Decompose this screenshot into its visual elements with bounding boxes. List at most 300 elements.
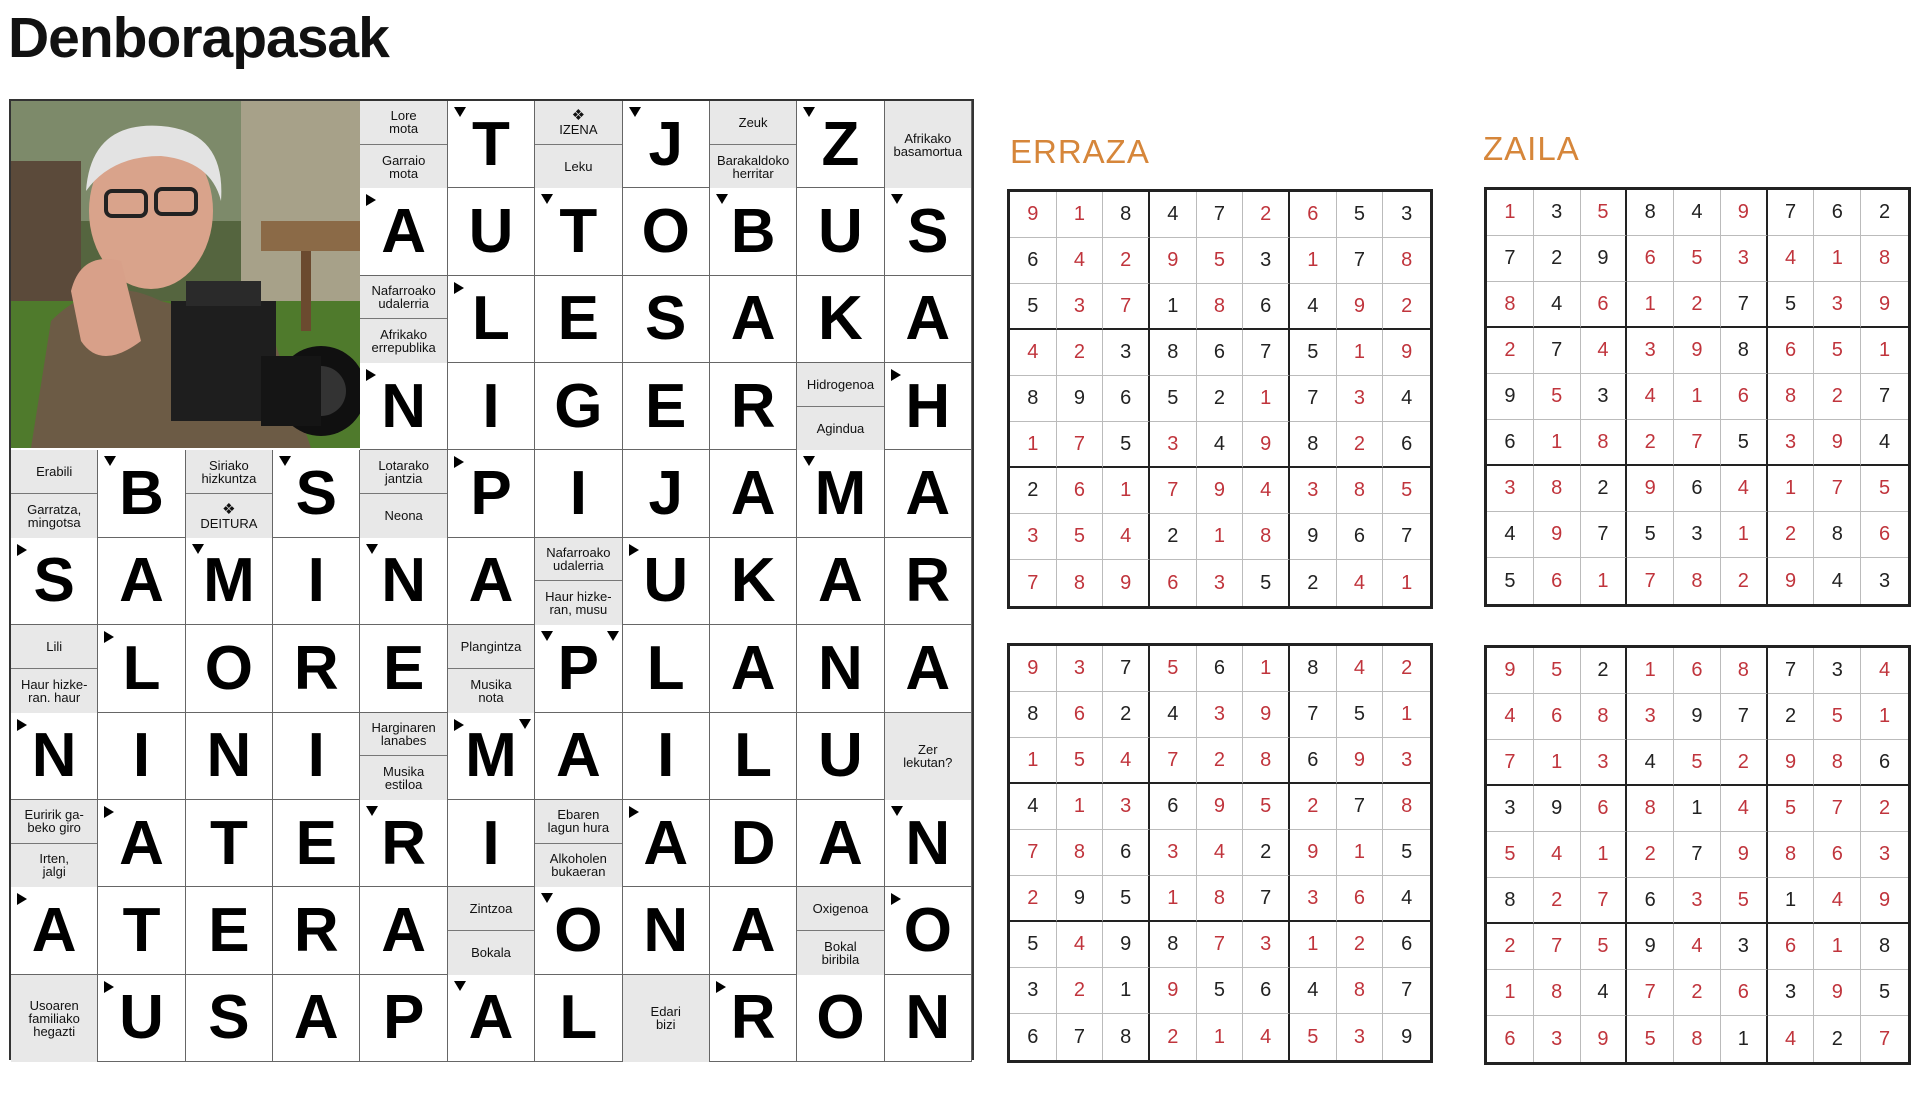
crossword-cell xyxy=(710,887,797,974)
sudoku-cell: 3 xyxy=(1534,190,1581,236)
clue-text: Zintzoa xyxy=(448,887,534,930)
clue-text: Garraio mota xyxy=(360,145,446,189)
sudoku-cell: 1 xyxy=(1534,740,1581,786)
arrow-down-icon xyxy=(541,194,553,204)
arrow-down-icon xyxy=(716,194,728,204)
sudoku-cell: 8 xyxy=(1487,878,1534,924)
crossword-letter: E xyxy=(645,371,687,441)
sudoku-cell: 9 xyxy=(1197,468,1244,514)
sudoku-cell: 5 xyxy=(1861,970,1908,1016)
sudoku-cell: 3 xyxy=(1337,1014,1384,1060)
crossword-cell xyxy=(710,450,797,537)
crossword-letter: I xyxy=(482,808,500,878)
sudoku-cell: 2 xyxy=(1383,284,1430,330)
sudoku-cell: 7 xyxy=(1768,648,1815,694)
sudoku-cell: 4 xyxy=(1243,468,1290,514)
clue-text: Barakaldoko herritar xyxy=(710,145,796,189)
sudoku-cell: 3 xyxy=(1721,924,1768,970)
sudoku-cell: 6 xyxy=(1103,376,1150,422)
sudoku-cell: 4 xyxy=(1674,924,1721,970)
arrow-down-icon xyxy=(454,107,466,117)
sudoku-cell: 8 xyxy=(1290,646,1337,692)
crossword-letter: Z xyxy=(821,109,860,179)
sudoku-cell: 8 xyxy=(1290,422,1337,468)
sudoku-cell: 4 xyxy=(1197,830,1244,876)
clue-text: Lore mota xyxy=(360,101,446,144)
sudoku-cell: 1 xyxy=(1337,330,1384,376)
clue-text: Harginaren lanabes xyxy=(360,713,446,756)
sudoku-cell: 9 xyxy=(1290,830,1337,876)
crossword-letter: N xyxy=(818,633,863,703)
sudoku-cell: 1 xyxy=(1290,922,1337,968)
clue-text: Garratza, mingotsa xyxy=(11,494,97,538)
crossword-letter: A xyxy=(468,983,514,1053)
sudoku-cell: 7 xyxy=(1721,694,1768,740)
crossword-letter: I xyxy=(307,546,325,616)
sudoku-label-easy: ERRAZA xyxy=(1010,133,1150,170)
sudoku-cell: 7 xyxy=(1150,468,1197,514)
clue-cell xyxy=(535,538,622,625)
sudoku-cell: 8 xyxy=(1010,692,1057,738)
clue-text: Zeuk xyxy=(710,101,796,144)
sudoku-cell: 7 xyxy=(1383,514,1430,560)
sudoku-cell: 2 xyxy=(1103,238,1150,284)
clue-cell xyxy=(623,975,710,1062)
sudoku-cell: 2 xyxy=(1534,236,1581,282)
sudoku-cell: 8 xyxy=(1243,738,1290,784)
arrow-right-icon xyxy=(366,194,376,206)
sudoku-cell: 8 xyxy=(1337,968,1384,1014)
clue-cell xyxy=(360,450,447,537)
sudoku-cell: 3 xyxy=(1057,284,1104,330)
sudoku-cell: 3 xyxy=(1814,282,1861,328)
sudoku-cell: 2 xyxy=(1627,832,1674,878)
clue-cell xyxy=(448,625,535,712)
crossword-cell xyxy=(186,625,273,712)
clue-text: Irten, jalgi xyxy=(11,844,97,888)
sudoku-cell: 3 xyxy=(1674,512,1721,558)
sudoku-cell: 1 xyxy=(1383,692,1430,738)
sudoku-cell: 2 xyxy=(1337,922,1384,968)
clue-text: Lotarako jantzia xyxy=(360,450,446,493)
crossword-letter: R xyxy=(730,983,776,1053)
sudoku-cell: 7 xyxy=(1337,784,1384,830)
crossword-cell xyxy=(186,800,273,887)
sudoku-cell: 4 xyxy=(1768,236,1815,282)
sudoku-cell: 2 xyxy=(1627,420,1674,466)
sudoku-cell: 9 xyxy=(1383,330,1430,376)
sudoku-cell: 5 xyxy=(1627,512,1674,558)
crossword-cell xyxy=(535,975,622,1062)
sudoku-cell: 3 xyxy=(1861,832,1908,878)
crossword-letter: L xyxy=(559,983,598,1053)
crossword-letter: U xyxy=(468,197,514,267)
arrow-right-icon xyxy=(454,719,464,731)
sudoku-cell: 6 xyxy=(1674,648,1721,694)
sudoku-cell: 9 xyxy=(1487,648,1534,694)
crossword-letter: U xyxy=(818,721,863,791)
clue-text: Afrikako basamortua xyxy=(885,101,971,188)
sudoku-cell: 4 xyxy=(1010,784,1057,830)
sudoku-cell: 8 xyxy=(1627,786,1674,832)
clue-cell xyxy=(11,800,98,887)
sudoku-cell: 2 xyxy=(1814,374,1861,420)
crossword-cell xyxy=(710,363,797,450)
clue-cell xyxy=(186,450,273,537)
sudoku-cell: 2 xyxy=(1290,784,1337,830)
clue-text: Zer lekutan? xyxy=(885,713,971,800)
sudoku-cell: 4 xyxy=(1150,192,1197,238)
sudoku-cell: 4 xyxy=(1243,1014,1290,1060)
clue-text: Alkoholen bukaeran xyxy=(535,844,621,888)
sudoku-cell: 3 xyxy=(1383,192,1430,238)
sudoku-cell: 8 xyxy=(1103,192,1150,238)
sudoku-cell: 8 xyxy=(1721,328,1768,374)
crossword-letter: L xyxy=(734,721,773,791)
sudoku-cell: 9 xyxy=(1150,238,1197,284)
crossword-letter: R xyxy=(293,633,339,703)
sudoku-cell: 6 xyxy=(1814,832,1861,878)
sudoku-cell: 8 xyxy=(1768,832,1815,878)
sudoku-cell: 3 xyxy=(1627,328,1674,374)
clue-text: Musika nota xyxy=(448,669,534,713)
sudoku-cell: 6 xyxy=(1197,330,1244,376)
arrow-down-icon xyxy=(891,806,903,816)
clue-text: Oxigenoa xyxy=(797,887,883,930)
clue-text: ❖ DEITURA xyxy=(186,494,272,538)
crossword-letter: A xyxy=(293,983,339,1053)
crossword-cell xyxy=(186,887,273,974)
crossword-letter: A xyxy=(31,895,77,965)
crossword-letter: A xyxy=(381,895,427,965)
sudoku-cell: 8 xyxy=(1814,512,1861,558)
crossword-letter: I xyxy=(482,371,500,441)
arrow-down-icon xyxy=(803,107,815,117)
sudoku-cell: 6 xyxy=(1861,512,1908,558)
sudoku-cell: 5 xyxy=(1721,878,1768,924)
sudoku-easy-solution xyxy=(1007,643,1433,1063)
crossword-letter: P xyxy=(557,633,600,703)
sudoku-cell: 7 xyxy=(1010,560,1057,606)
sudoku-cell: 5 xyxy=(1010,922,1057,968)
sudoku-cell: 3 xyxy=(1383,738,1430,784)
sudoku-cell: 6 xyxy=(1383,422,1430,468)
sudoku-cell: 1 xyxy=(1243,376,1290,422)
sudoku-cell: 8 xyxy=(1197,284,1244,330)
clue-cell xyxy=(535,800,622,887)
crossword-letter: M xyxy=(814,459,867,529)
arrow-right-icon xyxy=(104,631,114,643)
crossword-letter: A xyxy=(905,459,951,529)
sudoku-cell: 4 xyxy=(1581,970,1628,1016)
sudoku-cell: 9 xyxy=(1243,422,1290,468)
sudoku-cell: 9 xyxy=(1150,968,1197,1014)
clue-text: Bokala xyxy=(448,931,534,975)
crossword-cell xyxy=(448,800,535,887)
sudoku-cell: 9 xyxy=(1581,236,1628,282)
sudoku-cell: 9 xyxy=(1057,376,1104,422)
crossword-letter: A xyxy=(730,633,776,703)
sudoku-cell: 2 xyxy=(1150,1014,1197,1060)
sudoku-cell: 9 xyxy=(1814,420,1861,466)
crossword-letter: N xyxy=(905,808,951,878)
sudoku-cell: 2 xyxy=(1150,514,1197,560)
sudoku-cell: 3 xyxy=(1581,740,1628,786)
crossword-letter: N xyxy=(643,895,689,965)
sudoku-cell: 9 xyxy=(1861,878,1908,924)
clue-cell xyxy=(11,975,98,1062)
crossword-letter: P xyxy=(382,983,425,1053)
crossword-letter: T xyxy=(209,808,248,878)
clue-cell xyxy=(360,101,447,188)
sudoku-cell: 3 xyxy=(1721,236,1768,282)
sudoku-cell: 8 xyxy=(1534,970,1581,1016)
arrow-right-icon xyxy=(17,719,27,731)
sudoku-cell: 6 xyxy=(1290,192,1337,238)
sudoku-hard-solution xyxy=(1484,645,1911,1065)
crossword-cell xyxy=(98,538,185,625)
sudoku-cell: 2 xyxy=(1768,512,1815,558)
sudoku-cell: 4 xyxy=(1674,190,1721,236)
sudoku-cell: 5 xyxy=(1581,190,1628,236)
crossword-cell xyxy=(535,276,622,363)
clue-text: Hidrogenoa xyxy=(797,363,883,406)
sudoku-cell: 7 xyxy=(1768,190,1815,236)
sudoku-cell: 1 xyxy=(1861,694,1908,740)
sudoku-cell: 7 xyxy=(1010,830,1057,876)
sudoku-cell: 1 xyxy=(1814,236,1861,282)
sudoku-cell: 8 xyxy=(1487,282,1534,328)
crossword-letter: A xyxy=(643,808,689,878)
sudoku-cell: 9 xyxy=(1103,560,1150,606)
crossword-cell xyxy=(273,713,360,800)
sudoku-cell: 1 xyxy=(1534,420,1581,466)
crossword-letter: L xyxy=(122,633,161,703)
crossword-letter: N xyxy=(381,371,427,441)
sudoku-cell: 8 xyxy=(1057,560,1104,606)
sudoku-cell: 2 xyxy=(1290,560,1337,606)
sudoku-cell: 5 xyxy=(1290,1014,1337,1060)
clue-cell xyxy=(885,713,972,800)
crossword-letter: A xyxy=(730,284,776,354)
sudoku-cell: 3 xyxy=(1674,878,1721,924)
clue-cell xyxy=(11,625,98,712)
sudoku-cell: 2 xyxy=(1057,330,1104,376)
sudoku-cell: 1 xyxy=(1290,238,1337,284)
sudoku-cell: 2 xyxy=(1103,692,1150,738)
crossword-cell xyxy=(273,538,360,625)
clue-cell xyxy=(11,450,98,537)
crossword-letter: O xyxy=(903,895,952,965)
sudoku-cell: 3 xyxy=(1103,330,1150,376)
sudoku-cell: 4 xyxy=(1721,786,1768,832)
sudoku-cell: 6 xyxy=(1581,786,1628,832)
arrow-down-icon xyxy=(519,719,531,729)
crossword-cell xyxy=(885,538,972,625)
sudoku-cell: 5 xyxy=(1197,968,1244,1014)
sudoku-cell: 4 xyxy=(1337,560,1384,606)
crossword-letter: N xyxy=(31,721,77,791)
arrow-down-icon xyxy=(629,107,641,117)
crossword-cell xyxy=(623,713,710,800)
sudoku-cell: 6 xyxy=(1721,374,1768,420)
crossword-cell xyxy=(623,887,710,974)
clue-text: Neona xyxy=(360,494,446,538)
crossword-letter: P xyxy=(470,459,512,529)
crossword-cell xyxy=(623,188,710,275)
sudoku-cell: 5 xyxy=(1627,1016,1674,1062)
sudoku-cell: 9 xyxy=(1057,876,1104,922)
sudoku-cell: 9 xyxy=(1534,786,1581,832)
crossword-cell xyxy=(186,713,273,800)
crossword-letter: S xyxy=(33,546,75,616)
crossword-letter: J xyxy=(648,459,683,529)
sudoku-cell: 2 xyxy=(1197,376,1244,422)
sudoku-cell: 2 xyxy=(1243,192,1290,238)
sudoku-cell: 6 xyxy=(1721,970,1768,1016)
sudoku-cell: 1 xyxy=(1721,512,1768,558)
sudoku-cell: 6 xyxy=(1150,560,1197,606)
crossword-cell xyxy=(797,800,884,887)
sudoku-cell: 7 xyxy=(1534,328,1581,374)
clue-cell xyxy=(797,363,884,450)
sudoku-cell: 7 xyxy=(1103,284,1150,330)
clue-text: Haur hizke- ran. haur xyxy=(11,669,97,713)
sudoku-cell: 3 xyxy=(1057,646,1104,692)
sudoku-cell: 4 xyxy=(1290,968,1337,1014)
sudoku-cell: 2 xyxy=(1010,468,1057,514)
sudoku-cell: 1 xyxy=(1150,876,1197,922)
arrow-right-icon xyxy=(629,544,639,556)
sudoku-cell: 6 xyxy=(1290,738,1337,784)
clue-text: Erabili xyxy=(11,450,97,493)
sudoku-cell: 4 xyxy=(1150,692,1197,738)
sudoku-cell: 3 xyxy=(1337,376,1384,422)
crossword-letter: G xyxy=(554,371,603,441)
sudoku-cell: 9 xyxy=(1674,328,1721,374)
crossword-letter: H xyxy=(905,371,951,441)
sudoku-cell: 9 xyxy=(1337,284,1384,330)
arrow-right-icon xyxy=(366,369,376,381)
sudoku-cell: 4 xyxy=(1627,374,1674,420)
crossword-letter: R xyxy=(293,895,339,965)
sudoku-cell: 5 xyxy=(1768,282,1815,328)
crossword-cell xyxy=(710,713,797,800)
sudoku-cell: 8 xyxy=(1197,876,1244,922)
sudoku-label-hard: ZAILA xyxy=(1483,130,1580,167)
sudoku-cell: 8 xyxy=(1243,514,1290,560)
sudoku-cell: 5 xyxy=(1487,558,1534,604)
crossword-cell xyxy=(360,975,447,1062)
sudoku-cell: 2 xyxy=(1768,694,1815,740)
sudoku-cell: 4 xyxy=(1814,878,1861,924)
sudoku-cell: 8 xyxy=(1861,236,1908,282)
crossword-letter: I xyxy=(307,721,325,791)
sudoku-cell: 1 xyxy=(1487,970,1534,1016)
sudoku-cell: 6 xyxy=(1010,238,1057,284)
crossword-cell xyxy=(360,625,447,712)
crossword-letter: T xyxy=(559,197,598,267)
sudoku-cell: 9 xyxy=(1581,1016,1628,1062)
sudoku-cell: 4 xyxy=(1721,466,1768,512)
sudoku-cell: 4 xyxy=(1383,876,1430,922)
crossword-letter: B xyxy=(730,197,776,267)
arrow-down-icon xyxy=(541,893,553,903)
arrow-right-icon xyxy=(104,981,114,993)
clue-text: Bokal biribila xyxy=(797,931,883,975)
sudoku-cell: 4 xyxy=(1337,646,1384,692)
arrow-down-icon xyxy=(891,194,903,204)
crossword-cell xyxy=(535,713,622,800)
sudoku-cell: 5 xyxy=(1383,468,1430,514)
sudoku-cell: 4 xyxy=(1487,512,1534,558)
arrow-down-icon xyxy=(541,631,553,641)
sudoku-cell: 7 xyxy=(1674,420,1721,466)
sudoku-cell: 2 xyxy=(1534,878,1581,924)
sudoku-cell: 3 xyxy=(1197,692,1244,738)
sudoku-cell: 1 xyxy=(1487,190,1534,236)
sudoku-cell: 6 xyxy=(1814,190,1861,236)
sudoku-cell: 5 xyxy=(1861,466,1908,512)
crossword-cell xyxy=(623,276,710,363)
sudoku-cell: 5 xyxy=(1150,646,1197,692)
sudoku-cell: 9 xyxy=(1814,970,1861,1016)
sudoku-cell: 6 xyxy=(1243,284,1290,330)
sudoku-cell: 7 xyxy=(1487,236,1534,282)
sudoku-cell: 3 xyxy=(1150,830,1197,876)
crossword-letter: O xyxy=(204,633,254,703)
arrow-right-icon xyxy=(104,806,114,818)
sudoku-cell: 8 xyxy=(1861,924,1908,970)
sudoku-cell: 6 xyxy=(1487,1016,1534,1062)
crossword-cell xyxy=(623,363,710,450)
sudoku-cell: 5 xyxy=(1243,560,1290,606)
clue-text: Ebaren lagun hura xyxy=(535,800,621,843)
crossword-cell xyxy=(710,800,797,887)
crossword-letter: A xyxy=(119,546,164,616)
sudoku-cell: 5 xyxy=(1674,740,1721,786)
clue-text: Siriako hizkuntza xyxy=(186,450,272,493)
sudoku-cell: 5 xyxy=(1057,514,1104,560)
crossword-cell xyxy=(623,625,710,712)
sudoku-cell: 4 xyxy=(1534,282,1581,328)
sudoku-cell: 7 xyxy=(1103,646,1150,692)
sudoku-cell: 9 xyxy=(1401,1025,1413,1048)
crossword-cell xyxy=(797,538,884,625)
sudoku-cell: 3 xyxy=(1290,468,1337,514)
sudoku-cell: 5 xyxy=(1814,328,1861,374)
clue-text: Edari bizi xyxy=(623,975,709,1062)
arrow-down-icon xyxy=(192,544,204,554)
sudoku-cell: 1 xyxy=(1674,374,1721,420)
sudoku-cell: 8 xyxy=(1150,330,1197,376)
crossword-cell xyxy=(710,538,797,625)
sudoku-cell: 2 xyxy=(1674,970,1721,1016)
sudoku-cell: 4 xyxy=(1057,922,1104,968)
crossword-letter: I xyxy=(657,721,675,791)
sudoku-cell: 7 xyxy=(1627,970,1674,1016)
crossword-letter: A xyxy=(381,197,427,267)
sudoku-cell: 1 xyxy=(1627,648,1674,694)
sudoku-cell: 8 xyxy=(1581,694,1628,740)
sudoku-cell: 5 xyxy=(1337,192,1384,238)
sudoku-cell: 4 xyxy=(1861,420,1908,466)
sudoku-cell: 4 xyxy=(1197,422,1244,468)
sudoku-cell: 5 xyxy=(1103,422,1150,468)
crossword-letter: B xyxy=(119,459,164,529)
crossword-letter: J xyxy=(648,109,683,179)
sudoku-cell: 1 xyxy=(1150,284,1197,330)
